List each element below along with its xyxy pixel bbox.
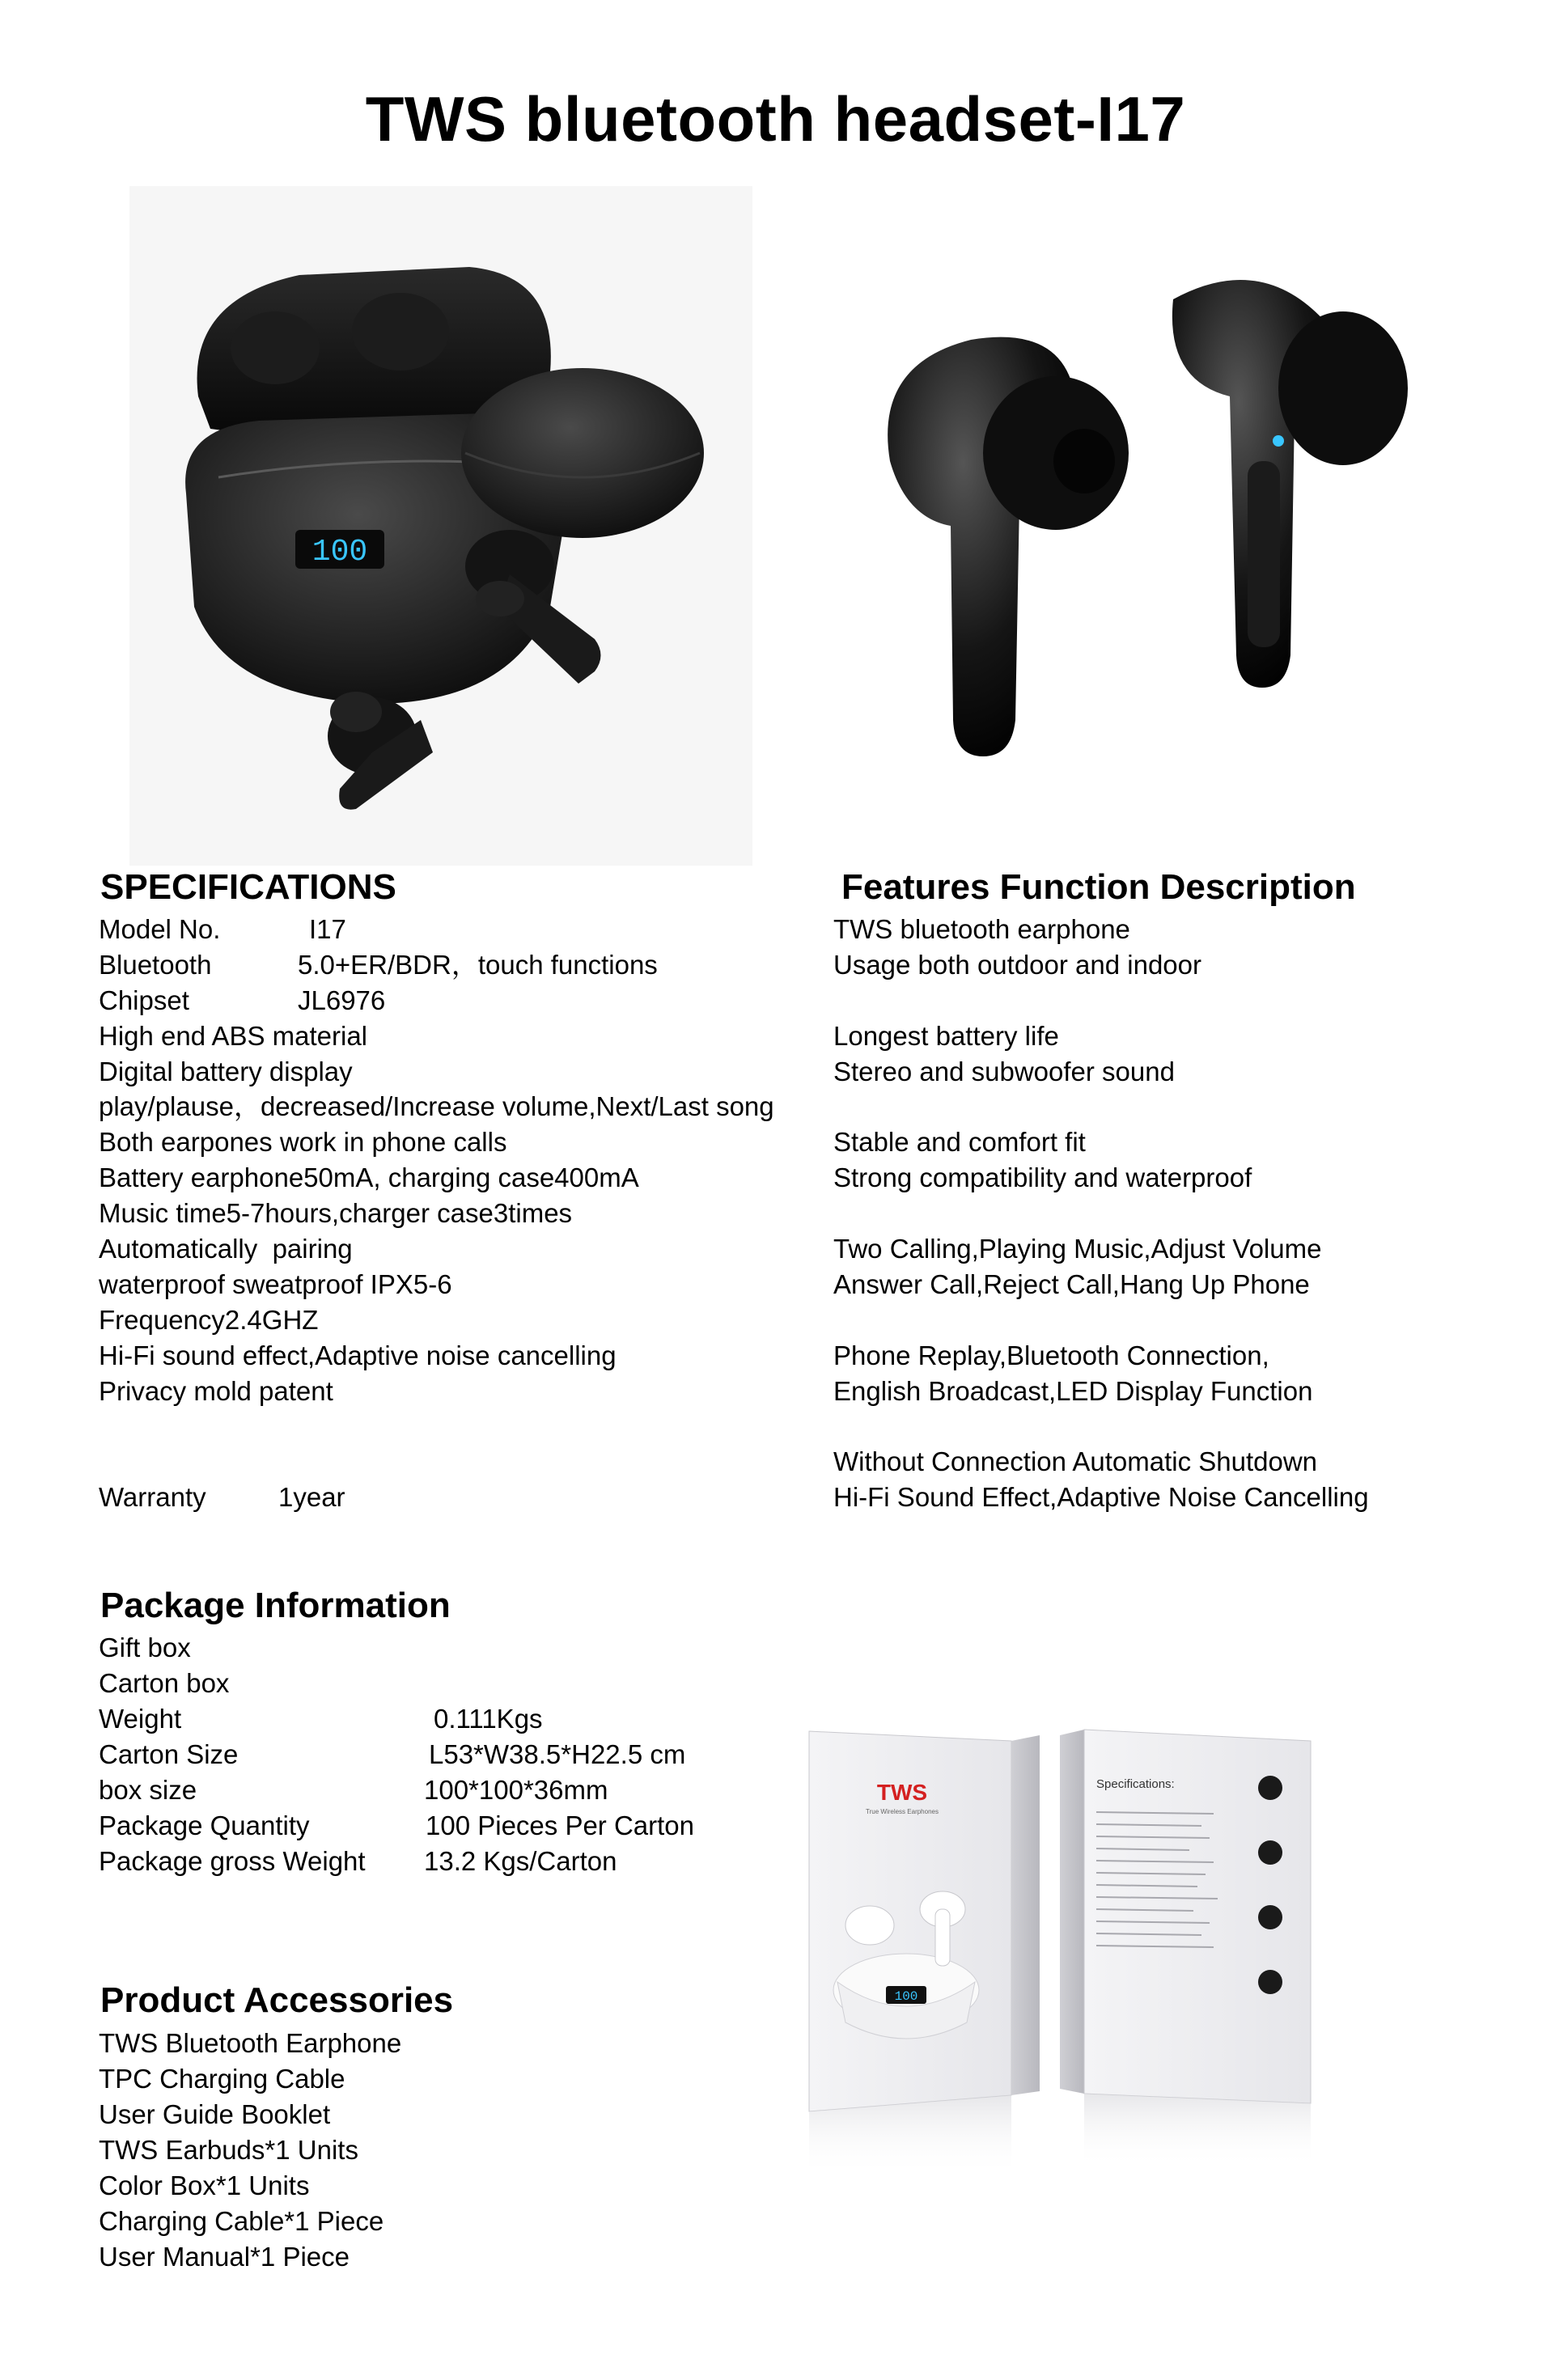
feature-line: Stereo and subwoofer sound: [833, 1057, 1175, 1086]
spec-value: 5.0+ER/BDR，touch functions: [298, 950, 658, 980]
box-specifications-label: Specifications:: [1096, 1777, 1175, 1791]
feature-line: Longest battery life: [833, 1021, 1059, 1051]
spec-label: Automatically pairing: [99, 1234, 353, 1264]
accessory-item: User Guide Booklet: [99, 2099, 331, 2129]
case-led-readout: 100: [311, 535, 368, 570]
accessory-item: TWS Earbuds*1 Units: [99, 2135, 358, 2165]
spec-label: Bluetooth: [99, 950, 212, 980]
feature-line: Answer Call,Reject Call,Hang Up Phone: [833, 1269, 1310, 1299]
accessory-item: User Manual*1 Piece: [99, 2242, 350, 2272]
spec-value: JL6976: [298, 985, 386, 1015]
spec-label: Battery earphone50mA, charging case400mA: [99, 1162, 639, 1192]
accessories-heading: Product Accessories: [100, 1980, 454, 2020]
feature-line: Hi-Fi Sound Effect,Adaptive Noise Cancelling: [833, 1482, 1369, 1512]
package-label: Package Quantity: [99, 1810, 310, 1840]
spec-label: Model No.: [99, 914, 221, 944]
package-value: 13.2 Kgs/Carton: [424, 1846, 617, 1876]
retail-box-photo: [793, 1723, 1359, 2176]
spec-label: Privacy mold patent: [99, 1376, 333, 1406]
spec-value: I17: [309, 914, 346, 944]
feature-line: Stable and comfort fit: [833, 1127, 1086, 1157]
spec-label: Music time5-7hours,charger case3times: [99, 1198, 573, 1228]
spec-label: Chipset: [99, 985, 189, 1015]
accessory-item: Color Box*1 Units: [99, 2170, 310, 2200]
package-heading: Package Information: [100, 1586, 451, 1625]
spec-label: Digital battery display: [99, 1057, 353, 1086]
spec-label: play/plause，decreased/Increase volume,Next/Last song: [99, 1091, 774, 1121]
product-photo-case: [129, 186, 752, 866]
spec-label: waterproof sweatproof IPX5-6: [99, 1269, 452, 1299]
accessory-item: TWS Bluetooth Earphone: [99, 2028, 402, 2058]
features-heading: Features Function Description: [841, 867, 1356, 907]
accessory-item: TPC Charging Cable: [99, 2064, 345, 2094]
package-label: Carton Size: [99, 1739, 239, 1769]
feature-line: Phone Replay,Bluetooth Connection,: [833, 1340, 1269, 1370]
spec-label: Frequency2.4GHZ: [99, 1305, 319, 1335]
package-label: Gift box: [99, 1633, 191, 1662]
warranty-value: 1year: [278, 1482, 345, 1512]
warranty-label: Warranty: [99, 1482, 206, 1512]
spec-label: Hi-Fi sound effect,Adaptive noise cancelling: [99, 1340, 617, 1370]
package-value: 100 Pieces Per Carton: [426, 1810, 695, 1840]
feature-line: Usage both outdoor and indoor: [833, 950, 1202, 980]
page-title: TWS bluetooth headset-I17: [365, 83, 1186, 155]
package-label: Carton box: [99, 1668, 230, 1698]
package-label: Package gross Weight: [99, 1846, 366, 1876]
spec-label: Both earpones work in phone calls: [99, 1127, 507, 1157]
specifications-heading: SPECIFICATIONS: [100, 867, 396, 907]
feature-line: TWS bluetooth earphone: [833, 914, 1130, 944]
feature-line: Without Connection Automatic Shutdown: [833, 1446, 1318, 1476]
feature-line: Two Calling,Playing Music,Adjust Volume: [833, 1234, 1322, 1264]
package-value: 100*100*36mm: [424, 1775, 608, 1805]
product-photo-earbuds: [874, 267, 1456, 801]
box-brand: TWS: [876, 1780, 928, 1805]
package-label: box size: [99, 1775, 197, 1805]
spec-label: High end ABS material: [99, 1021, 368, 1051]
package-value: 0.111Kgs: [434, 1704, 543, 1734]
box-tagline: True Wireless Earphones: [866, 1808, 939, 1815]
feature-line: English Broadcast,LED Display Function: [833, 1376, 1313, 1406]
accessory-item: Charging Cable*1 Piece: [99, 2206, 384, 2236]
package-label: Weight: [99, 1704, 182, 1734]
package-value: L53*W38.5*H22.5 cm: [429, 1739, 686, 1769]
feature-line: Strong compatibility and waterproof: [833, 1162, 1252, 1192]
box-led-readout: 100: [894, 1989, 918, 2004]
